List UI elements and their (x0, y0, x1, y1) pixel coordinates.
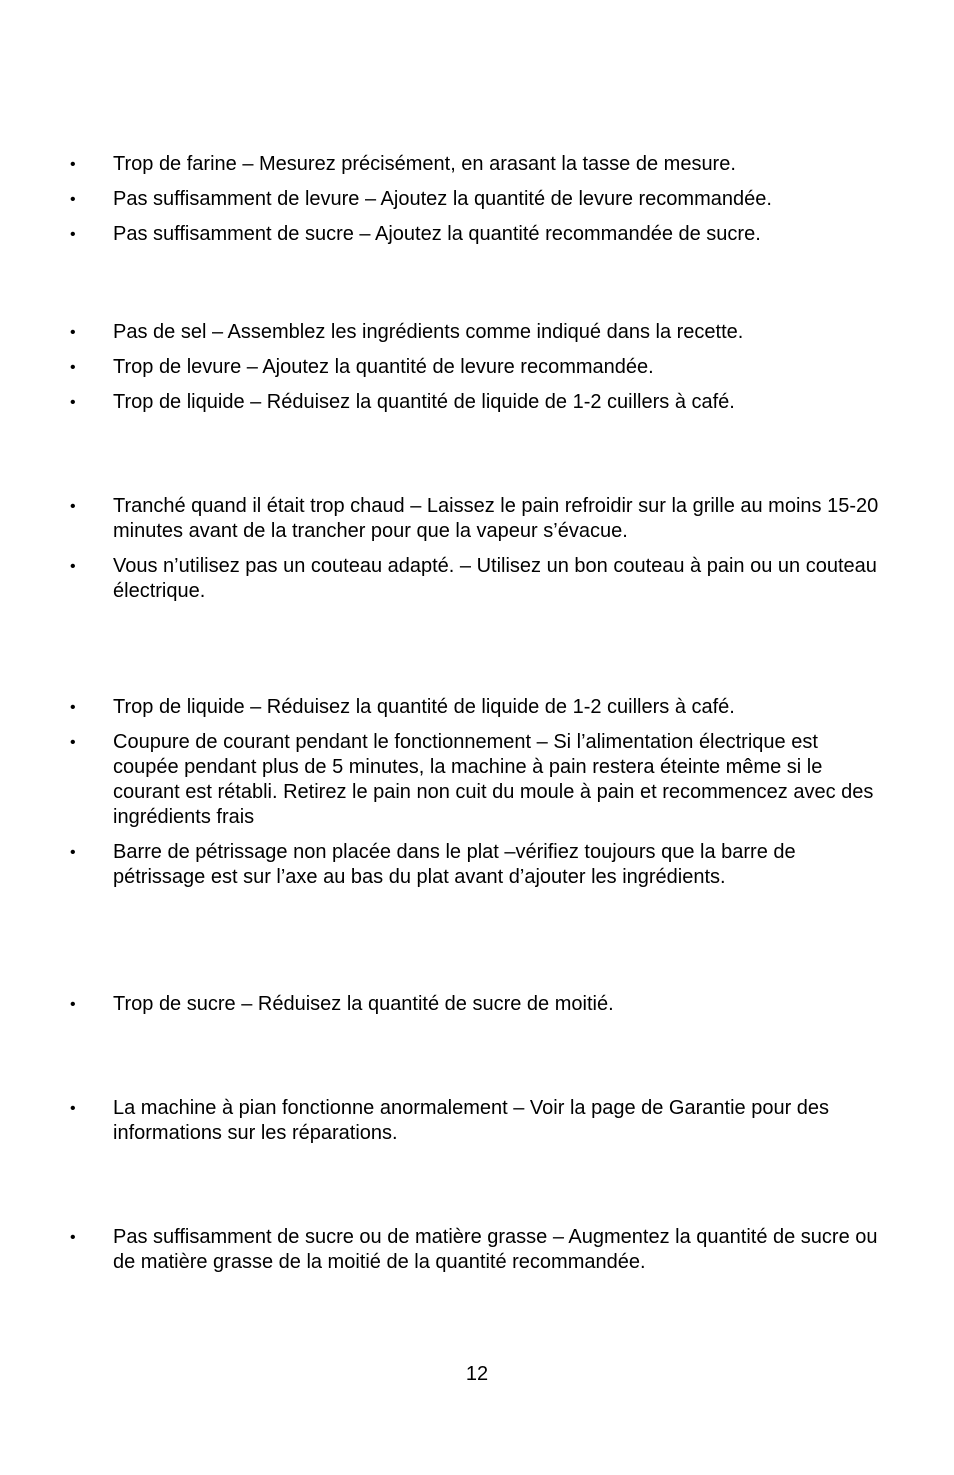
troubleshooting-group-6 (0, 1096, 954, 1156)
list-item-text: Trop de liquide – Réduisez la quantité de liquide de 1-2 cuillers à café. (113, 696, 735, 718)
list-item-text: La machine à pian fonctionne anormalement – Voir la page de Garantie pour des informations sur les réparations. (113, 1097, 830, 1144)
list-item (0, 390, 888, 415)
troubleshooting-group-1 (0, 152, 954, 257)
list-item (0, 355, 888, 380)
bullet-icon: • (70, 394, 76, 411)
bullet-icon: • (70, 156, 76, 173)
list-item-text: Tranché quand il était trop chaud – Laissez le pain refroidir sur la grille au moins 15-20 minutes avant de la trancher pour que la vapeur s’évacue. (113, 495, 879, 542)
list-item-text: Trop de farine – Mesurez précisément, en arasant la tasse de mesure. (113, 153, 736, 175)
bullet-icon: • (70, 226, 76, 243)
list-item (0, 730, 888, 830)
bullet-icon: • (70, 699, 76, 716)
troubleshooting-group-5 (0, 992, 954, 1027)
bullet-icon: • (70, 359, 76, 376)
list-item (0, 187, 888, 212)
list-item (0, 554, 888, 604)
list-item-text: Trop de sucre – Réduisez la quantité de sucre de moitié. (113, 993, 614, 1015)
list-item-text: Pas suffisamment de sucre ou de matière grasse – Augmentez la quantité de sucre ou de matière grasse de la moitié de la quantité recommandée. (113, 1226, 878, 1273)
list-item (0, 695, 888, 720)
troubleshooting-group-2 (0, 320, 954, 425)
list-item (0, 494, 888, 544)
list-item-text: Barre de pétrissage non placée dans le plat –vérifiez toujours que la barre de pétrissage est sur l’axe au bas du plat avant d’ajouter les ingrédients. (113, 841, 796, 888)
list-item-text: Vous n’utilisez pas un couteau adapté. – Utilisez un bon couteau à pain ou un couteau électrique. (113, 555, 877, 602)
list-item-text: Pas suffisamment de sucre – Ajoutez la quantité recommandée de sucre. (113, 223, 761, 245)
page-number: 12 (465, 1363, 489, 1385)
list-item-text: Pas de sel – Assemblez les ingrédients comme indiqué dans la recette. (113, 321, 744, 343)
bullet-icon: • (70, 734, 76, 751)
troubleshooting-group-3 (0, 494, 954, 614)
list-item-text: Trop de liquide – Réduisez la quantité de liquide de 1-2 cuillers à café. (113, 391, 735, 413)
bullet-icon: • (70, 191, 76, 208)
list-item (0, 1225, 888, 1275)
bullet-icon: • (70, 558, 76, 575)
list-item (0, 992, 888, 1017)
list-item (0, 222, 888, 247)
bullet-icon: • (70, 1100, 76, 1117)
bullet-icon: • (70, 1229, 76, 1246)
bullet-icon: • (70, 996, 76, 1013)
list-item-text: Coupure de courant pendant le fonctionnement – Si l’alimentation électrique est coupée pendant plus de 5 minutes, la machine à pain restera éteinte même si le courant est rétabli. Retirez le pain non cuit du moule à pain et recommencez avec des ingrédients frais (113, 731, 874, 828)
troubleshooting-group-7 (0, 1225, 954, 1285)
list-item-text: Trop de levure – Ajoutez la quantité de levure recommandée. (113, 356, 654, 378)
bullet-icon: • (70, 324, 76, 341)
list-item (0, 1096, 888, 1146)
list-item (0, 320, 888, 345)
troubleshooting-group-4 (0, 695, 954, 900)
bullet-icon: • (70, 498, 76, 515)
list-item (0, 152, 888, 177)
list-item (0, 840, 888, 890)
bullet-icon: • (70, 844, 76, 861)
list-item-text: Pas suffisamment de levure – Ajoutez la quantité de levure recommandée. (113, 188, 772, 210)
